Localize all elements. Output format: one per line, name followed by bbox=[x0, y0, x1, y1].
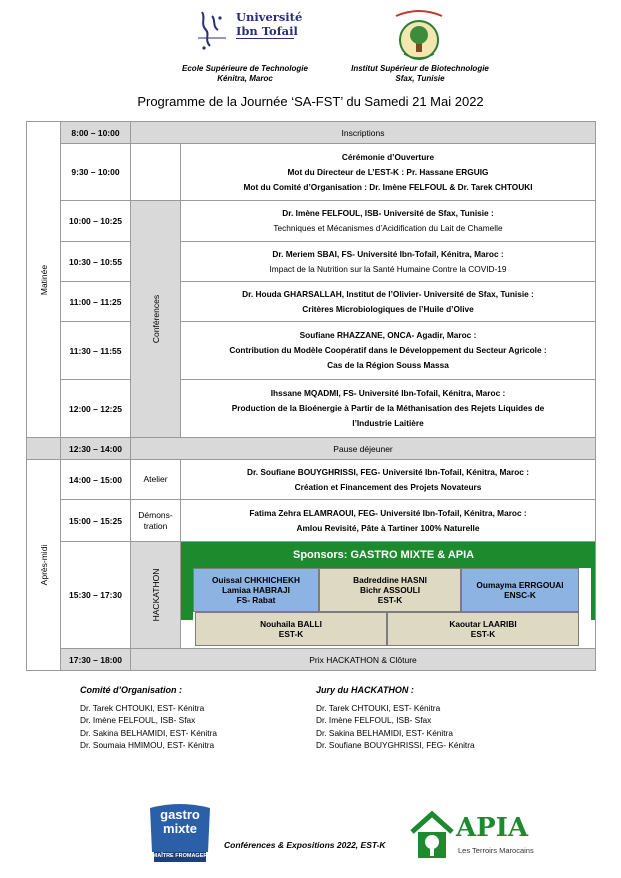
time-cell: 15:00 – 15:25 bbox=[61, 500, 131, 542]
session-cell bbox=[181, 282, 596, 322]
hackathon-cell bbox=[181, 542, 596, 649]
session-cell bbox=[181, 460, 596, 500]
hackathon-box bbox=[181, 542, 595, 648]
table-row bbox=[27, 500, 596, 542]
est-line2: Kénitra, Maroc bbox=[217, 74, 273, 83]
team-member: Badreddine HASNI bbox=[353, 575, 427, 585]
green-border-left bbox=[181, 568, 193, 620]
jury-title: Jury du HACKATHON : bbox=[316, 685, 414, 695]
session-line: Création et Financement des Projets Novateurs bbox=[294, 481, 482, 492]
program-table bbox=[26, 121, 596, 671]
team-member: Bichr ASSOULI bbox=[359, 585, 421, 595]
session-line: Dr. Houda GHARSALLAH, Institut de l’Olivier- Université de Sfax, Tunisie : bbox=[242, 288, 534, 299]
session-line: Contribution du Modèle Coopératif dans le Développement du Secteur Agricole : bbox=[229, 345, 547, 355]
isb-line2: Sfax, Tunisie bbox=[395, 74, 445, 83]
univ-name-line1: Université bbox=[236, 10, 303, 24]
session-line: Impact de la Nutrition sur la Santé Humaine Contre la COVID-19 bbox=[269, 263, 507, 274]
time-cell: 8:00 – 10:00 bbox=[61, 122, 131, 144]
apia-house-icon bbox=[410, 810, 454, 862]
team-card bbox=[193, 568, 319, 612]
demonstration-label-line2: tration bbox=[143, 520, 168, 531]
session-line: Techniques et Mécanismes d’Acidification du Lait de Chamelle bbox=[273, 223, 503, 233]
table-row bbox=[27, 542, 596, 649]
jury-member: Dr. Soufiane BOUYGHRISSI, FEG- Kénitra bbox=[316, 740, 475, 750]
session-line: Fatima Zehra ELAMRAOUI, FEG- Université Ibn-Tofail, Kénitra, Maroc : bbox=[249, 507, 527, 518]
session-line: Production de la Bioénergie à Partir de la Méthanisation des Rejets Liquides de bbox=[231, 403, 545, 413]
footer-caption: Conférences & Expositions 2022, EST-K bbox=[224, 840, 386, 850]
team-member: Lamiaa HABRAJI bbox=[222, 585, 290, 595]
session-line: Soufiane RHAZZANE, ONCA- Agadir, Maroc : bbox=[299, 330, 477, 340]
prix-cloture-cell: Prix HACKATHON & Clôture bbox=[131, 649, 596, 671]
univ-name-line2: Ibn Tofail bbox=[236, 24, 298, 38]
apia-name: APIA bbox=[456, 813, 529, 843]
session-line: Dr. Meriem SBAI, FS- Université Ibn-Tofail, Kénitra, Maroc : bbox=[272, 248, 504, 259]
time-cell: 10:30 – 10:55 bbox=[61, 242, 131, 282]
page-title: Programme de la Journée ‘SA-FST’ du Samedi 21 Mai 2022 bbox=[137, 94, 484, 109]
session-line: Mot du Comité d’Organisation : Dr. Imène FELFOUL & Dr. Tarek CHTOUKI bbox=[243, 181, 533, 192]
team-school: EST-K bbox=[278, 629, 304, 639]
demonstration-label-line1: Démons- bbox=[138, 509, 173, 520]
time-cell: 14:00 – 15:00 bbox=[61, 460, 131, 500]
hackathon-label: HACKATHON bbox=[150, 568, 161, 622]
session-line: Mot du Directeur de L’EST-K : Pr. Hassane ERGUIG bbox=[287, 166, 489, 177]
demonstration-category-cell bbox=[131, 500, 181, 542]
apia-tagline: Les Terroirs Marocains bbox=[458, 846, 534, 855]
time-cell: 11:30 – 11:55 bbox=[61, 322, 131, 380]
jury-member: Dr. Sakina BELHAMIDI, EST- Kénitra bbox=[316, 727, 453, 738]
hackathon-jury bbox=[316, 684, 475, 752]
committee-member: Dr. Sakina BELHAMIDI, EST- Kénitra bbox=[80, 727, 217, 738]
session-cell bbox=[181, 380, 596, 438]
table-row bbox=[27, 322, 596, 380]
table-row bbox=[27, 649, 596, 671]
time-cell: 15:30 – 17:30 bbox=[61, 542, 131, 649]
team-member: Nouhaila BALLI bbox=[260, 619, 322, 629]
team-card bbox=[461, 568, 579, 612]
session-cell bbox=[181, 500, 596, 542]
committee-member: Dr. Tarek CHTOUKI, EST- Kénitra bbox=[80, 702, 205, 713]
apresmidi-cell bbox=[27, 460, 61, 671]
table-row bbox=[27, 282, 596, 322]
organising-committee bbox=[80, 684, 217, 752]
session-line: Dr. Imène FELFOUL, ISB- Université de Sfax, Tunisie : bbox=[282, 208, 494, 218]
session-cell bbox=[181, 144, 596, 201]
session-line: l’Industrie Laitière bbox=[352, 418, 424, 428]
apia-logo bbox=[410, 810, 550, 865]
inscriptions-cell: Inscriptions bbox=[131, 122, 596, 144]
isb-line1: Institut Supérieur de Biotechnologie bbox=[351, 64, 489, 73]
session-cell bbox=[181, 201, 596, 242]
table-row bbox=[27, 460, 596, 500]
est-line1: Ecole Supérieure de Technologie bbox=[182, 64, 308, 73]
hackathon-category-cell bbox=[131, 542, 181, 649]
session-line: Critères Microbiologiques de l’Huile d’Olive bbox=[302, 303, 474, 314]
universite-sfax-logo bbox=[382, 8, 456, 64]
apresmidi-label: Après-midi bbox=[38, 544, 49, 586]
team-school: EST-K bbox=[377, 595, 403, 605]
table-row bbox=[27, 438, 596, 460]
team-card bbox=[319, 568, 461, 612]
committee-title: Comité d’Organisation : bbox=[80, 685, 183, 695]
time-cell: 17:30 – 18:00 bbox=[61, 649, 131, 671]
sfax-emblem-icon bbox=[382, 8, 456, 64]
team-member: Kaoutar LAARIBI bbox=[449, 619, 517, 629]
team-card bbox=[387, 612, 579, 646]
session-line: Cérémonie d’Ouverture bbox=[341, 151, 435, 162]
session-cell bbox=[181, 242, 596, 282]
maitre-fromager-tag: MAÎTRE FROMAGER bbox=[152, 853, 208, 859]
atelier-category-cell bbox=[131, 460, 181, 500]
isb-sfax-caption bbox=[340, 64, 500, 84]
session-line: Cas de la Région Souss Massa bbox=[327, 360, 449, 370]
pause-period-cell bbox=[27, 438, 61, 460]
session-line: Ihssane MQADMI, FS- Université Ibn-Tofail, Kénitra, Maroc : bbox=[270, 388, 506, 398]
table-row bbox=[27, 144, 596, 201]
calligraphy-emblem-icon bbox=[196, 8, 230, 52]
gastro-word: gastro bbox=[160, 807, 200, 822]
team-school: ENSC-K bbox=[504, 590, 536, 600]
time-cell: 11:00 – 11:25 bbox=[61, 282, 131, 322]
green-border-right bbox=[591, 568, 595, 620]
mixte-word: mixte bbox=[163, 821, 197, 836]
gastro-mixte-logo bbox=[146, 802, 214, 864]
team-school: EST-K bbox=[470, 629, 496, 639]
time-cell: 9:30 – 10:00 bbox=[61, 144, 131, 201]
logo-underline bbox=[236, 38, 294, 39]
committee-member: Dr. Imène FELFOUL, ISB- Sfax bbox=[80, 715, 196, 725]
table-row bbox=[27, 122, 596, 144]
matinee-cell bbox=[27, 122, 61, 438]
jury-member: Dr. Imène FELFOUL, ISB- Sfax bbox=[316, 715, 432, 725]
pause-dejeuner-cell: Pause déjeuner bbox=[131, 438, 596, 460]
table-row bbox=[27, 380, 596, 438]
universite-ibn-tofail-logo bbox=[196, 8, 316, 58]
sponsors-banner: Sponsors: GASTRO MIXTE & APIA bbox=[181, 542, 595, 568]
conferences-category-cell bbox=[131, 201, 181, 438]
team-member: Oumayma ERRGOUAI bbox=[476, 580, 564, 590]
demonstration-label bbox=[131, 510, 180, 532]
empty-category-cell bbox=[131, 144, 181, 201]
committee-member: Dr. Soumaia HMIMOU, EST- Kénitra bbox=[80, 740, 215, 750]
session-line: Amlou Revisité, Pâte à Tartiner 100% Naturelle bbox=[296, 522, 480, 533]
jury-member: Dr. Tarek CHTOUKI, EST- Kénitra bbox=[316, 702, 441, 713]
session-line: Dr. Soufiane BOUYGHRISSI, FEG- Université Ibn-Tofail, Kénitra, Maroc : bbox=[247, 466, 529, 477]
atelier-label: Atelier bbox=[143, 474, 168, 484]
team-member: Ouissal CHKHICHEKH bbox=[211, 575, 301, 585]
conferences-label: Conférences bbox=[150, 294, 161, 344]
est-kenitra-caption bbox=[170, 64, 320, 84]
time-cell: 12:30 – 14:00 bbox=[61, 438, 131, 460]
table-row bbox=[27, 201, 596, 242]
table-row bbox=[27, 242, 596, 282]
team-school: FS- Rabat bbox=[236, 595, 276, 605]
matinee-label: Matinée bbox=[38, 264, 49, 295]
time-cell: 12:00 – 12:25 bbox=[61, 380, 131, 438]
team-card bbox=[195, 612, 387, 646]
session-cell bbox=[181, 322, 596, 380]
time-cell: 10:00 – 10:25 bbox=[61, 201, 131, 242]
